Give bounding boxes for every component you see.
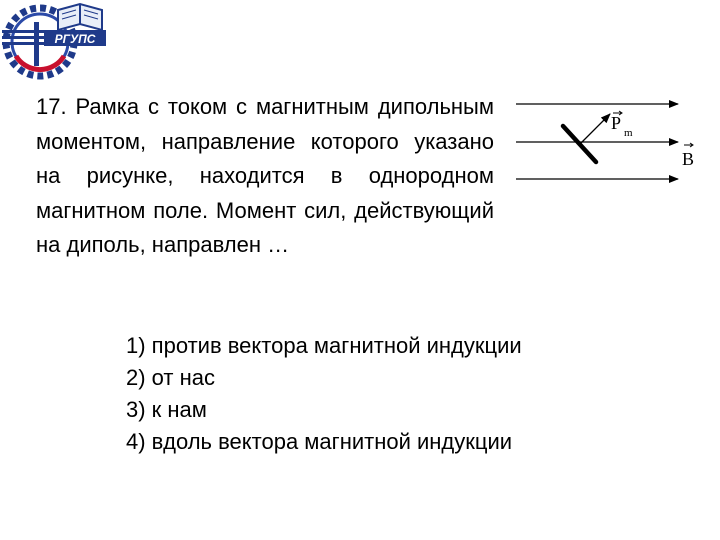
field-diagram bbox=[500, 92, 710, 202]
current-frame bbox=[563, 126, 596, 162]
logo-text: РГУПС bbox=[54, 32, 96, 46]
moment-label bbox=[611, 111, 633, 139]
answer-option-3[interactable]: 3) к нам bbox=[126, 397, 207, 422]
university-logo bbox=[0, 0, 110, 84]
answer-option-2[interactable]: 2) от нас bbox=[126, 365, 215, 390]
svg-text:B: B bbox=[682, 149, 695, 169]
question-text: 17. Рамка с током с магнитным дипольным моментом, направление которого указано на рисунке, находится в однородном магнитном поле. Момент сил, действующий на диполь, направлен … bbox=[36, 94, 494, 257]
answer-option-1[interactable]: 1) против вектора магнитной индукции bbox=[126, 333, 522, 358]
svg-text:m: m bbox=[624, 127, 633, 139]
answer-options bbox=[126, 330, 522, 458]
answer-option-4[interactable]: 4) вдоль вектора магнитной индукции bbox=[126, 429, 513, 454]
dipole-moment-vector bbox=[580, 114, 610, 144]
book-icon bbox=[58, 4, 102, 30]
svg-text:P: P bbox=[611, 113, 622, 133]
field-label bbox=[682, 143, 694, 169]
